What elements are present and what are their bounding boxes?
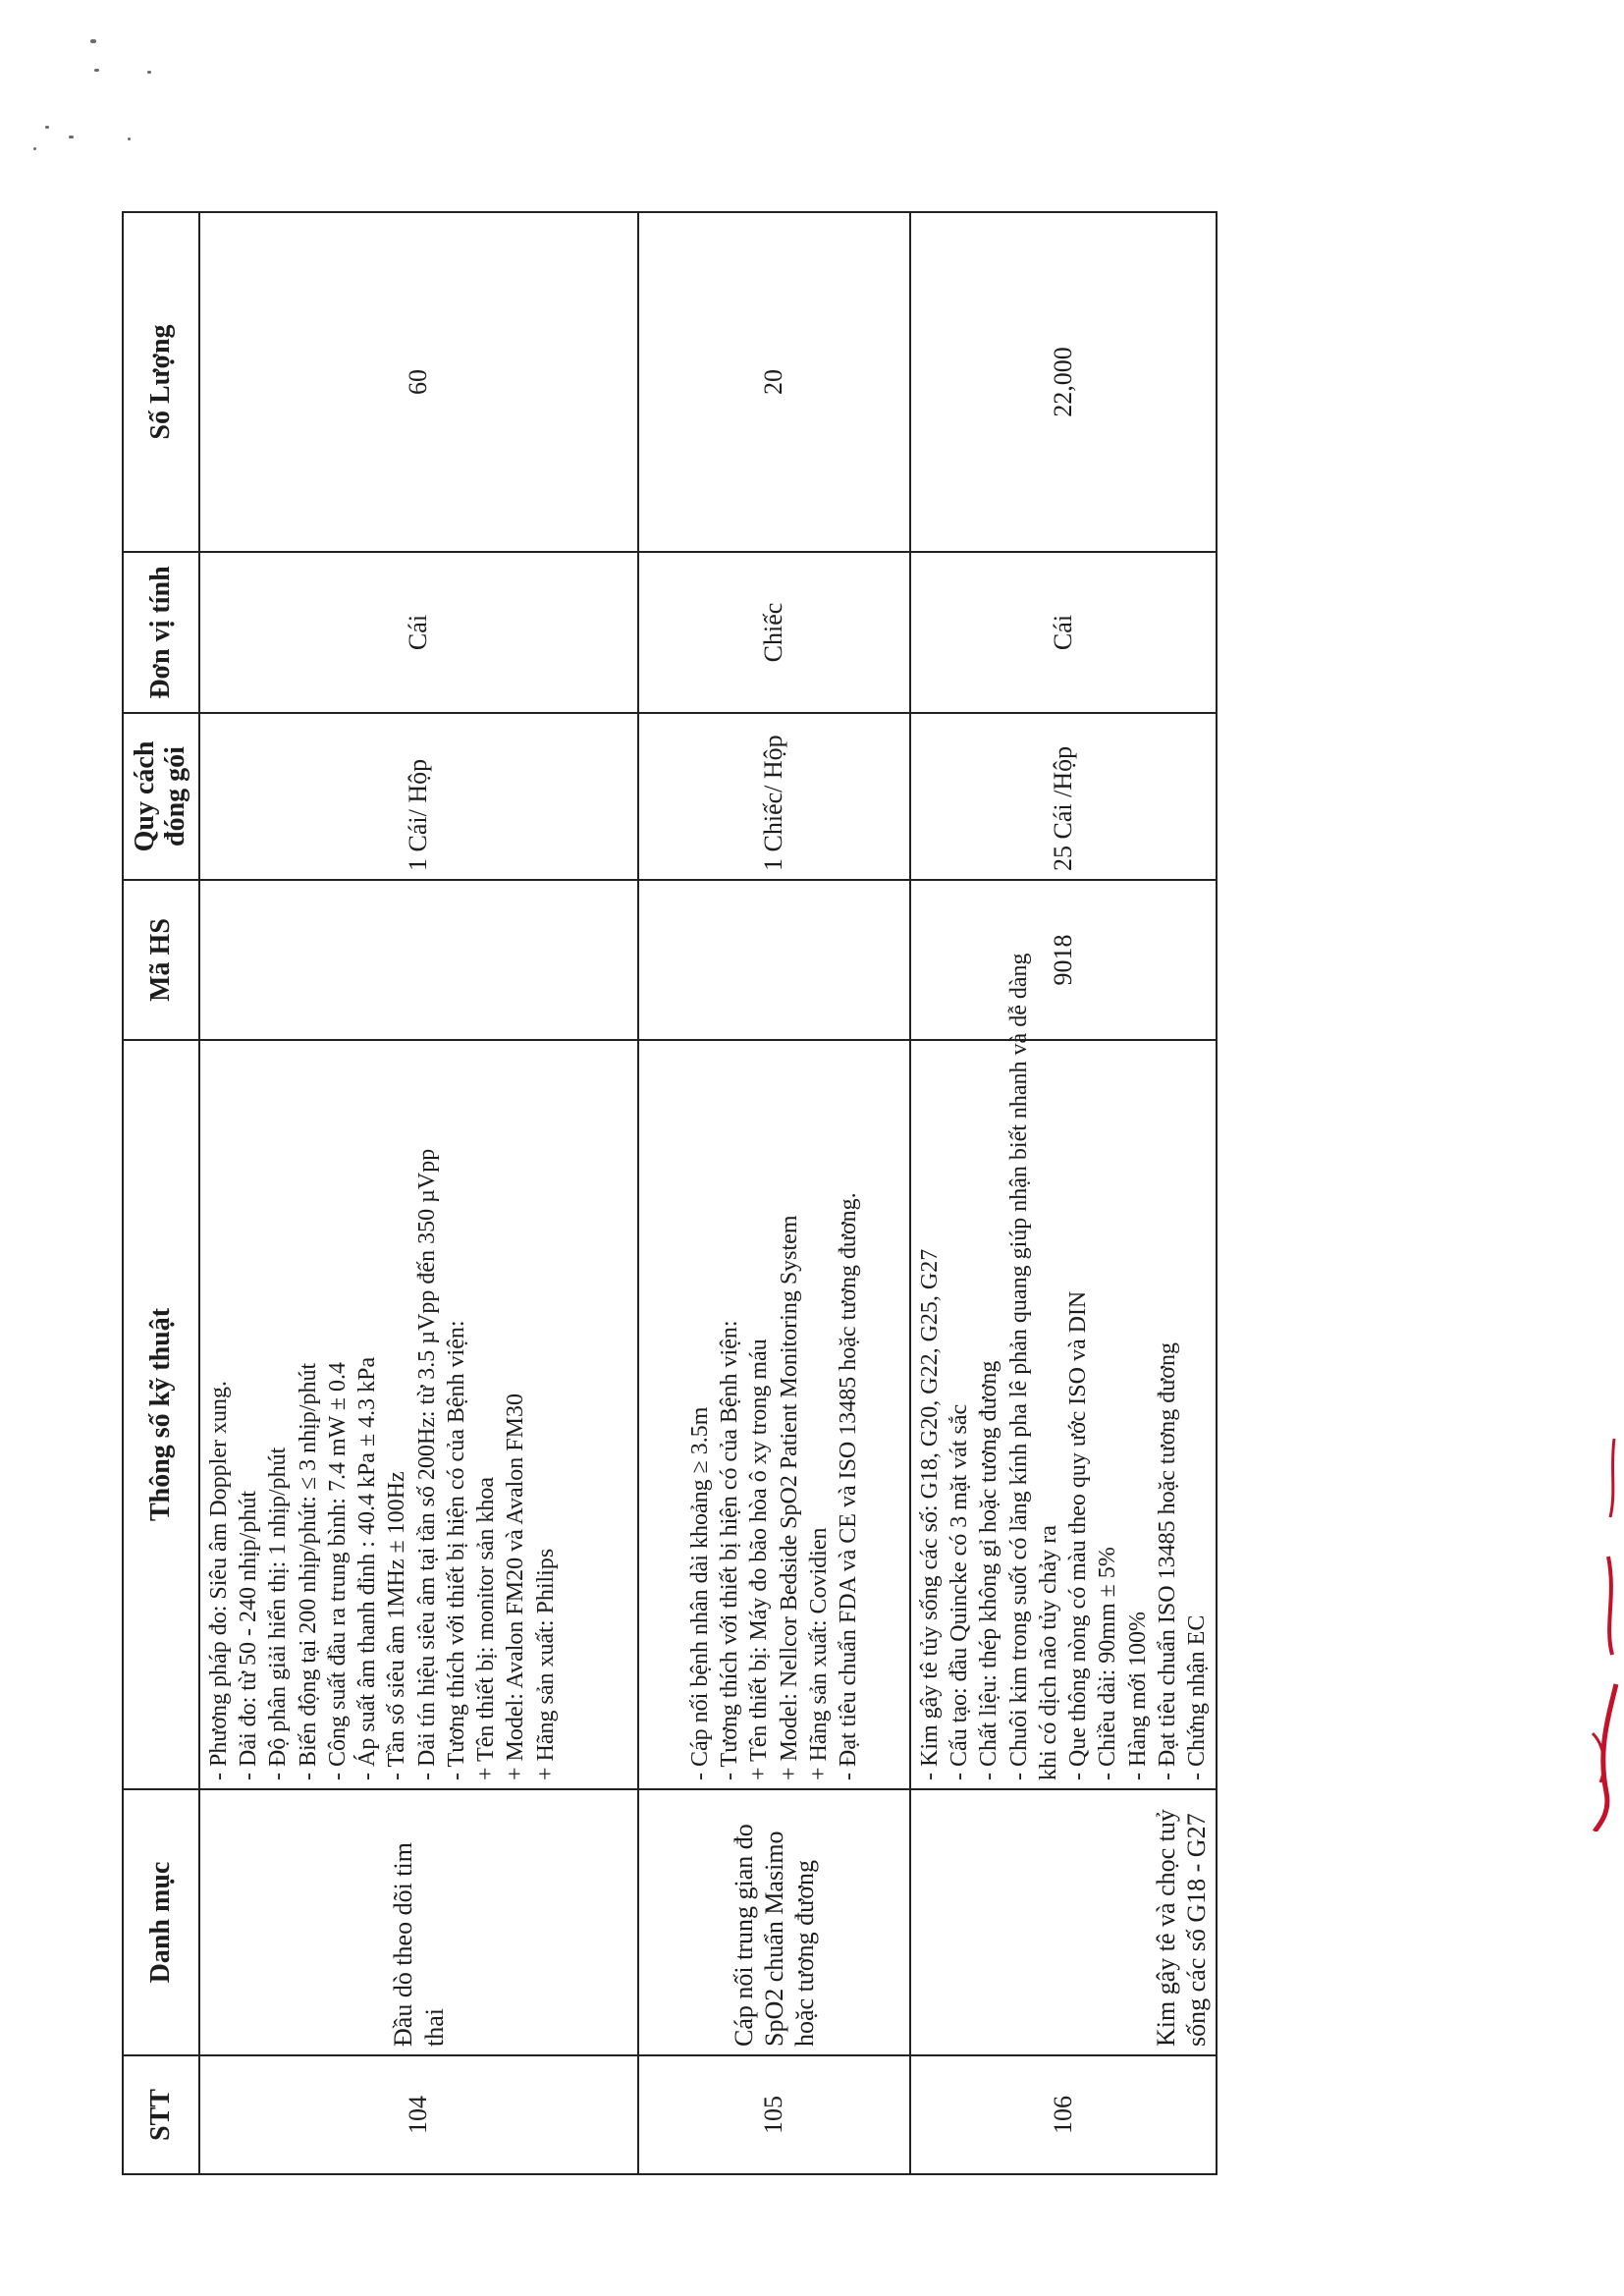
spec-line: - Chuôi kim trong suốt có lăng kính pha lê phản quang giúp nhận biết nhanh và dễ dàng [1005,953,1032,1780]
header-spec: Thông số kỹ thuật [123,1040,199,1789]
cell-stt: 106 [910,2055,1217,2174]
spec-line: - Biến động tại 200 nhịp/phút: ≤ 3 nhịp/phút [295,1362,321,1780]
table-row [199,212,638,2174]
header-qty: Số Lượng [123,212,199,552]
spec-line: - Hàng mới 100% [1124,1612,1151,1780]
scan-speck [128,137,131,140]
spec-line: - Cáp nối bệnh nhân dài khoảng ≥ 3.5m [686,1406,713,1780]
cell-qty: 22,000 [910,212,1217,552]
header-row [123,212,199,2174]
cell-unit: Chiếc [638,552,910,713]
header-name: Danh mục [123,1789,199,2055]
spec-line: - Công suất đầu ra trung bình: 7.4 mW ± 0.4 [324,1361,351,1780]
spec-line: - Cấu tạo: đầu Quincke có 3 mặt vát sắc [947,1403,973,1780]
header-hs: Mã HS [123,880,199,1040]
spec-line: - Đạt tiêu chuẩn FDA và CE và ISO 13485 hoặc tương đương. [835,1192,861,1780]
spec-line: - Kim gây tê tủy sống các số: G18, G20, G22, G25, G27 [917,1248,943,1780]
cell-pack: 1 Cái/ Hộp [199,713,638,880]
specs-table [122,211,1218,2175]
spec-line: - Dải đo: từ 50 - 240 nhịp/phút [236,1491,262,1780]
spec-line: + Hãng sản xuất: Philips [532,1548,559,1780]
spec-line: - Chiều dài: 90mm ± 5% [1095,1547,1121,1780]
cell-name: Cáp nối trung gian đo SpO2 chuẩn Masimo hoặc tương đương [638,1789,910,2055]
spec-line: - Tương thích với thiết bị hiện có của Bệnh viện: [443,1320,469,1780]
cell-qty: 60 [199,212,638,552]
spec-line: - Chất liệu: thép không gỉ hoặc tương đương [976,1360,1002,1780]
spec-line: khi có dịch não tủy chảy ra [1035,1525,1061,1780]
spec-line: - Đạt tiêu chuẩn ISO 13485 hoặc tương đương [1154,1342,1180,1780]
cell-hs [638,880,910,1040]
cell-stt: 104 [199,2055,638,2174]
rotated-table-wrapper [122,213,1212,2175]
spec-line: + Hãng sản xuất: Covidien [805,1527,832,1780]
header-stt: STT [123,2055,199,2174]
spec-line: - Chứng nhận EC [1184,1614,1211,1780]
spec-line: - Áp suất âm thanh đỉnh : 40.4 kPa ± 4.3 kPa [354,1356,381,1780]
cell-hs: 9018 [910,880,1217,1040]
header-pack-line1: Quy cách [130,740,161,852]
spec-line: - Que thông nòng có màu theo quy ước ISO và DIN [1065,1290,1092,1780]
cell-pack: 1 Chiếc/ Hộp [638,713,910,880]
signature-mark [1587,1439,1620,1831]
spec-line: + Model: Nellcor Bedside SpO2 Patient Monitoring System [776,1215,802,1780]
cell-spec [638,1040,910,1789]
scan-speck [45,126,49,129]
spec-line: - Dải tín hiệu siêu âm tại tần số 200Hz: từ 3.5 µVpp đến 350 µVpp [413,1148,440,1780]
scan-speck [147,71,151,74]
spec-line: - Độ phân giải hiển thị: 1 nhịp/phút [265,1447,292,1780]
header-pack [123,713,199,880]
cell-unit: Cái [910,552,1217,713]
scan-speck [90,39,96,43]
scan-speck [94,69,99,72]
cell-name: Kim gây tê và chọc tuỷ sống các số G18 - G27 [910,1789,1217,2055]
cell-name: Đầu dò theo dõi tim thai [199,1789,638,2055]
header-pack-line2: đóng gói [160,746,190,847]
header-unit: Đơn vị tính [123,552,199,713]
scan-speck [33,147,36,150]
cell-stt: 105 [638,2055,910,2174]
cell-pack: 25 Cái /Hộp [910,713,1217,880]
spec-line: + Tên thiết bị: Máy đo bão hòa ô xy trong máu [746,1339,773,1780]
table-row [638,212,910,2174]
spec-line: + Tên thiết bị: monitor sản khoa [473,1476,500,1780]
cell-qty: 20 [638,212,910,552]
spec-line: - Tương thích với thiết bị hiện có của Bệnh viện: [717,1320,743,1780]
cell-spec [199,1040,638,1789]
table-row [910,212,1217,2174]
spec-line: + Model: Avalon FM20 và Avalon FM30 [503,1394,529,1780]
spec-line: - Tần số siêu âm 1MHz ± 100Hz [384,1471,410,1780]
spec-line: - Phương pháp đo: Siêu âm Doppler xung. [206,1381,232,1780]
cell-hs [199,880,638,1040]
scan-speck [69,136,74,138]
cell-unit: Cái [199,552,638,713]
